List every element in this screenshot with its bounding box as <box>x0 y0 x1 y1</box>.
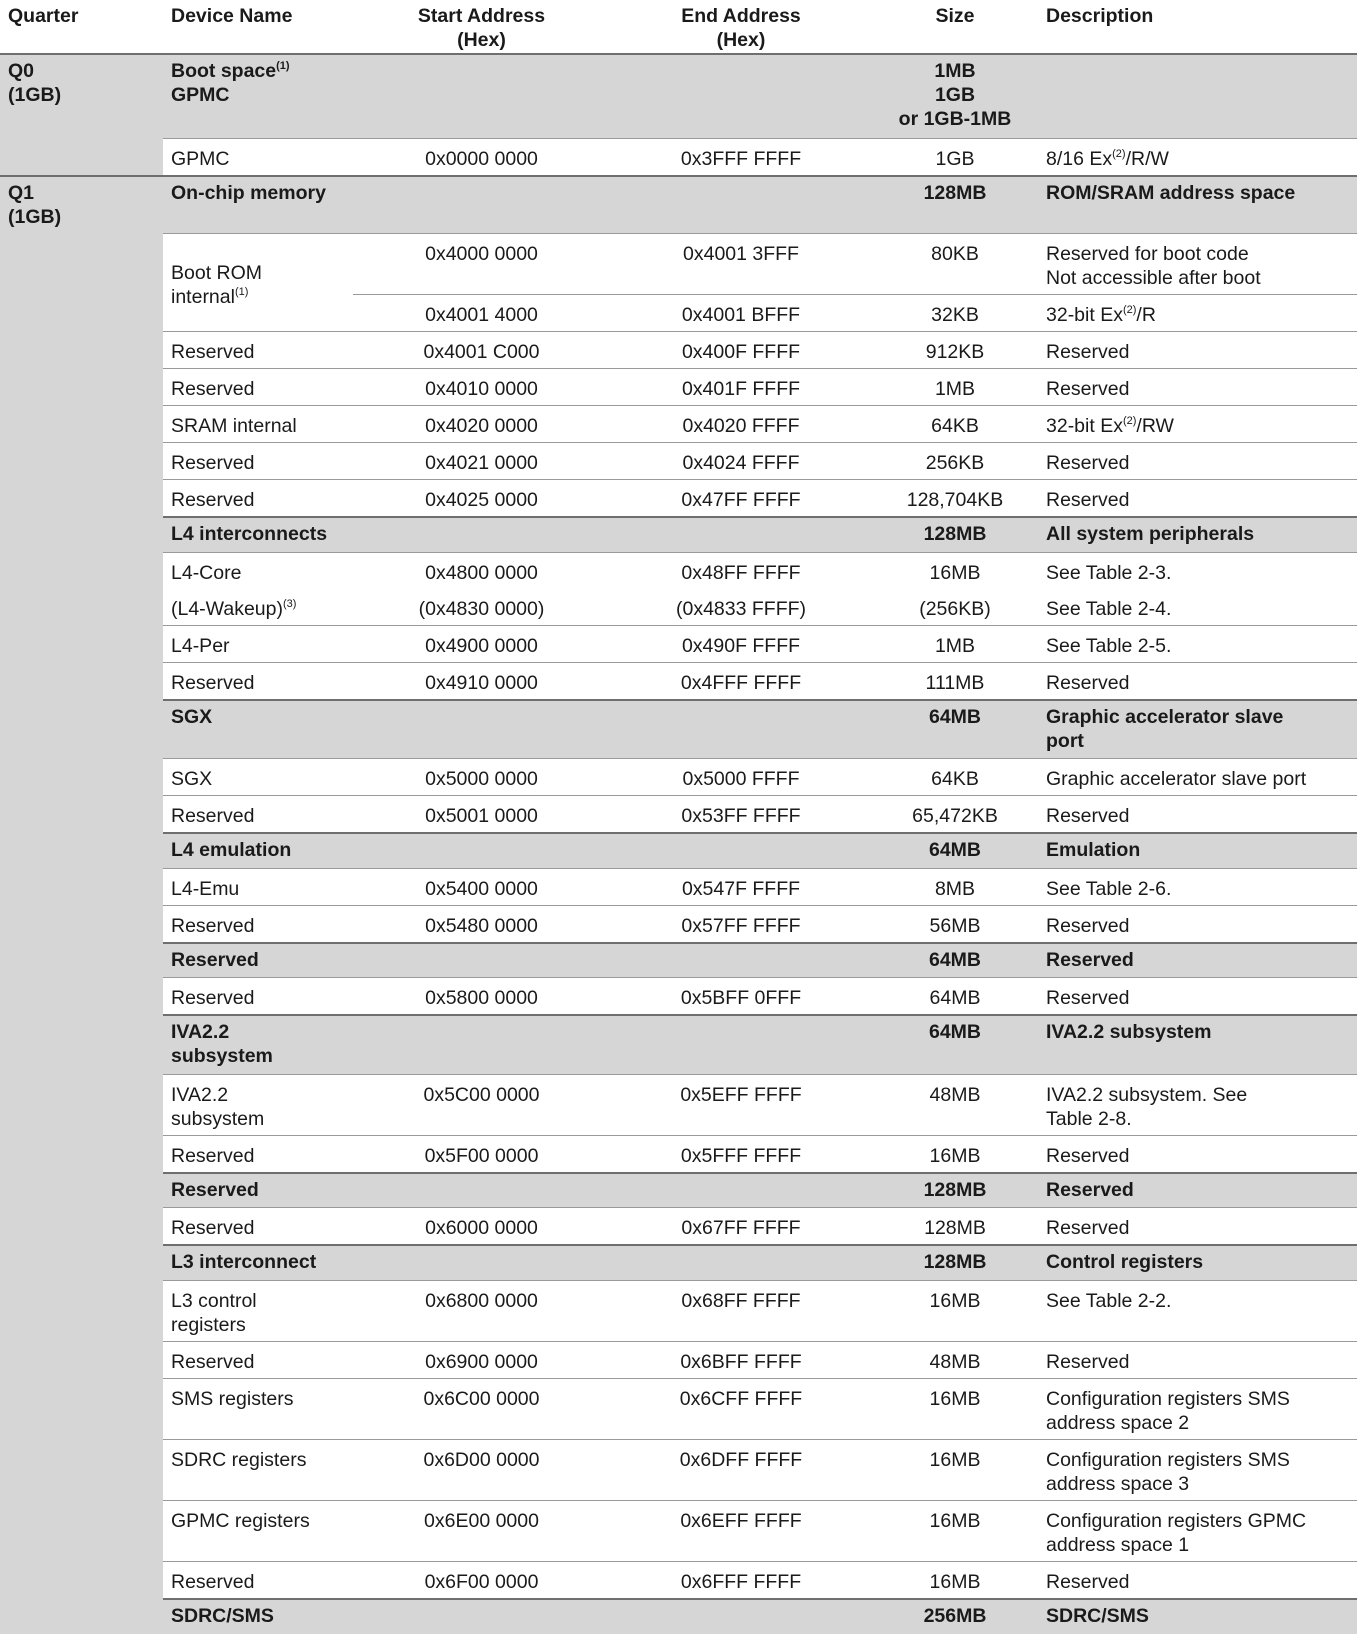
device-name: Reserved <box>163 480 353 518</box>
start-address: 0x4001 C000 <box>353 332 610 369</box>
end-address: 0x3FFF FFFF <box>610 138 872 176</box>
device-name: L4-Emu <box>163 868 353 905</box>
size: 256MB <box>872 1599 1038 1634</box>
size: 16MB <box>872 1378 1038 1439</box>
end-address: 0x5FFF FFFF <box>610 1135 872 1173</box>
device-name: Reserved <box>163 943 353 978</box>
end-address: 0x6EFF FFFF <box>610 1500 872 1561</box>
start-address: 0x5480 0000 <box>353 905 610 943</box>
end-address: (0x4833 FFFF) <box>675 597 807 620</box>
description: All system peripherals <box>1038 517 1357 552</box>
end-address: 0x48FF FFFF <box>610 552 872 589</box>
size: 128MB <box>872 1173 1038 1208</box>
size: 64KB <box>872 406 1038 443</box>
size: 64MB <box>872 978 1038 1016</box>
device-name: SGX <box>163 700 353 759</box>
size: 128MB <box>872 176 1038 234</box>
table-row <box>0 1280 1357 1341</box>
start-address: 0x4021 0000 <box>353 443 610 480</box>
size: 128MB <box>872 1208 1038 1246</box>
table-row <box>0 759 1357 796</box>
size: 16MB <box>872 1280 1038 1341</box>
description: Reserved for boot code Not accessible after boot <box>1038 234 1357 295</box>
end-address: 0x67FF FFFF <box>610 1208 872 1246</box>
end-address: 0x4001 BFFF <box>610 295 872 332</box>
size: 64MB <box>872 1015 1038 1074</box>
end-address: 0x68FF FFFF <box>610 1280 872 1341</box>
end-address: 0x5EFF FFFF <box>610 1074 872 1135</box>
table-row <box>0 332 1357 369</box>
group-row-sdrc-sms <box>0 1599 1357 1634</box>
start-address: 0x5F00 0000 <box>353 1135 610 1173</box>
table-row <box>0 1439 1357 1500</box>
table-row <box>0 1135 1357 1173</box>
device-name: L4 interconnects <box>163 517 353 552</box>
start-address: 0x5001 0000 <box>353 796 610 834</box>
table-row <box>0 234 1357 295</box>
description: See Table 2-3. <box>1038 552 1357 589</box>
table-row <box>0 1074 1357 1135</box>
end-address: 0x5000 FFFF <box>610 759 872 796</box>
device-name: IVA2.2 subsystem <box>163 1074 353 1135</box>
device-name: IVA2.2 subsystem <box>163 1015 353 1074</box>
end-address: 0x6FFF FFFF <box>610 1561 872 1599</box>
size: (256KB) <box>919 597 991 620</box>
table-row <box>0 480 1357 518</box>
start-address: 0x5C00 0000 <box>353 1074 610 1135</box>
start-address: 0x4800 0000 <box>353 552 610 589</box>
size: 56MB <box>872 905 1038 943</box>
description: 8/16 Ex$^{(2)}$/R/W <box>1038 138 1357 176</box>
size: 1GB <box>872 138 1038 176</box>
start-address: 0x4910 0000 <box>353 662 610 700</box>
start-address: 0x6C00 0000 <box>353 1378 610 1439</box>
header-quarter: Quarter <box>0 0 163 54</box>
size: 8MB <box>872 868 1038 905</box>
end-address: 0x6CFF FFFF <box>610 1378 872 1439</box>
size: 1MB <box>872 625 1038 662</box>
device-name: Reserved <box>163 369 353 406</box>
size: 1MB 1GB or 1GB-1MB <box>872 54 1038 138</box>
start-address: 0x4001 4000 <box>353 295 610 332</box>
device-name: SDRC registers <box>163 1439 353 1500</box>
end-address: 0x6DFF FFFF <box>610 1439 872 1500</box>
size: 64MB <box>872 943 1038 978</box>
description: Reserved <box>1038 1135 1357 1173</box>
size: 65,472KB <box>872 796 1038 834</box>
size: 256KB <box>872 443 1038 480</box>
device-name: Reserved <box>163 1173 353 1208</box>
group-row-l4 <box>0 517 1357 552</box>
description: Reserved <box>1038 332 1357 369</box>
end-address: 0x490F FFFF <box>610 625 872 662</box>
header-device: Device Name <box>163 0 353 54</box>
description: Graphic accelerator slave port <box>1038 700 1357 759</box>
description: Reserved <box>1038 662 1357 700</box>
device-name: L4-Core <box>163 552 353 589</box>
start-address: 0x5800 0000 <box>353 978 610 1016</box>
start-address: 0x6900 0000 <box>353 1341 610 1378</box>
quarter-q1: Q1 (1GB) <box>0 176 163 1634</box>
header-row <box>0 0 1357 54</box>
description: Reserved <box>1038 443 1357 480</box>
size: 64KB <box>872 759 1038 796</box>
end-address: 0x4FFF FFFF <box>610 662 872 700</box>
description: Reserved <box>1038 1173 1357 1208</box>
group-row-iva <box>0 1015 1357 1074</box>
start-address: 0x6800 0000 <box>353 1280 610 1341</box>
description: Configuration registers SMS address space 3 <box>1038 1439 1357 1500</box>
start-address: 0x4020 0000 <box>353 406 610 443</box>
size: 48MB <box>872 1074 1038 1135</box>
end-address: 0x401F FFFF <box>610 369 872 406</box>
table-row <box>0 796 1357 834</box>
table-row <box>0 406 1357 443</box>
device-name: Reserved <box>163 662 353 700</box>
device-name: GPMC registers <box>163 1500 353 1561</box>
table-row <box>0 443 1357 480</box>
size: 64MB <box>872 833 1038 868</box>
table-row <box>0 1341 1357 1378</box>
size: 16MB <box>872 1135 1038 1173</box>
q0-group-row <box>0 54 1357 138</box>
device-name: L3 control registers <box>163 1280 353 1341</box>
description: See Table 2-6. <box>1038 868 1357 905</box>
header-start: Start Address (Hex) <box>353 0 610 54</box>
description: See Table 2-5. <box>1038 625 1357 662</box>
group-row-l4-emulation <box>0 833 1357 868</box>
description: Configuration registers GPMC address space 1 <box>1038 1500 1357 1561</box>
description: Reserved <box>1038 905 1357 943</box>
description: Reserved <box>1038 1208 1357 1246</box>
description: Reserved <box>1038 1561 1357 1599</box>
end-address: 0x57FF FFFF <box>610 905 872 943</box>
device-name: SGX <box>163 759 353 796</box>
size: 1MB <box>872 369 1038 406</box>
start-address: 0x4000 0000 <box>353 234 610 295</box>
size: 16MB <box>872 552 1038 589</box>
start-address: 0x4025 0000 <box>353 480 610 518</box>
table-row <box>0 1208 1357 1246</box>
end-address: 0x4024 FFFF <box>610 443 872 480</box>
start-address: 0x4010 0000 <box>353 369 610 406</box>
device-name: Reserved <box>163 1135 353 1173</box>
description: Reserved <box>1038 369 1357 406</box>
device-name: Reserved <box>163 443 353 480</box>
description: Reserved <box>1038 943 1357 978</box>
table-row <box>0 625 1357 662</box>
end-address: 0x47FF FFFF <box>610 480 872 518</box>
end-address: 0x400F FFFF <box>610 332 872 369</box>
device-name: Boot space$^{(1)}$ GPMC <box>163 54 353 138</box>
size: 16MB <box>872 1561 1038 1599</box>
size: 16MB <box>872 1500 1038 1561</box>
start-address: 0x6E00 0000 <box>353 1500 610 1561</box>
size: 80KB <box>872 234 1038 295</box>
size: 48MB <box>872 1341 1038 1378</box>
end-address: 0x4020 FFFF <box>610 406 872 443</box>
end-address: 0x4001 3FFF <box>610 234 872 295</box>
description: ROM/SRAM address space <box>1038 176 1357 234</box>
device-name: Reserved <box>163 1561 353 1599</box>
size: 111MB <box>872 662 1038 700</box>
start-address: (0x4830 0000) <box>418 597 545 620</box>
header-size: Size <box>872 0 1038 54</box>
start-address: 0x4900 0000 <box>353 625 610 662</box>
start-address: 0x6F00 0000 <box>353 1561 610 1599</box>
description: 32-bit Ex$^{(2)}$/RW <box>1038 406 1357 443</box>
table-row <box>0 662 1357 700</box>
table-row <box>0 138 1357 176</box>
quarter-q0: Q0 (1GB) <box>0 54 163 176</box>
description: See Table 2-4. <box>1046 597 1172 620</box>
group-row-sgx <box>0 700 1357 759</box>
table-row <box>0 589 1357 626</box>
description: See Table 2-2. <box>1038 1280 1357 1341</box>
start-address: 0x5000 0000 <box>353 759 610 796</box>
start-address: 0x6D00 0000 <box>353 1439 610 1500</box>
end-address: 0x53FF FFFF <box>610 796 872 834</box>
size: 128MB <box>872 1245 1038 1280</box>
device-name: L4 emulation <box>163 833 353 868</box>
description: Reserved <box>1038 480 1357 518</box>
device-name: (L4-Wakeup)$^{(3)}$ <box>171 597 297 620</box>
device-name: SDRC/SMS <box>163 1599 353 1634</box>
size: 64MB <box>872 700 1038 759</box>
end-address: 0x547F FFFF <box>610 868 872 905</box>
device-name: Reserved <box>163 1341 353 1378</box>
table-row <box>0 978 1357 1016</box>
description: Reserved <box>1038 978 1357 1016</box>
description: SDRC/SMS <box>1038 1599 1357 1634</box>
device-name: Reserved <box>163 978 353 1016</box>
device-name: SMS registers <box>163 1378 353 1439</box>
description: Graphic accelerator slave port <box>1038 759 1357 796</box>
table-row <box>0 1500 1357 1561</box>
size: 32KB <box>872 295 1038 332</box>
start-address: 0x6000 0000 <box>353 1208 610 1246</box>
size: 128MB <box>872 517 1038 552</box>
table-row <box>0 868 1357 905</box>
description: 32-bit Ex$^{(2)}$/R <box>1038 295 1357 332</box>
device-name: Reserved <box>163 332 353 369</box>
description: Reserved <box>1038 1341 1357 1378</box>
device-name: SRAM internal <box>163 406 353 443</box>
description: Reserved <box>1038 796 1357 834</box>
device-name: Boot ROM internal$^{(1)}$ <box>163 234 353 332</box>
table-row <box>0 369 1357 406</box>
size: 128,704KB <box>872 480 1038 518</box>
group-row-reserved <box>0 1173 1357 1208</box>
description: Emulation <box>1038 833 1357 868</box>
table-row <box>0 552 1357 589</box>
device-name: L3 interconnect <box>163 1245 353 1280</box>
start-address: 0x5400 0000 <box>353 868 610 905</box>
device-name: On-chip memory <box>163 176 353 234</box>
description: Control registers <box>1038 1245 1357 1280</box>
end-address: 0x5BFF 0FFF <box>610 978 872 1016</box>
end-address: 0x6BFF FFFF <box>610 1341 872 1378</box>
device-name: L4-Per <box>163 625 353 662</box>
header-desc: Description <box>1038 0 1357 54</box>
group-row-onchip <box>0 176 1357 234</box>
device-name: Reserved <box>163 905 353 943</box>
group-row-reserved <box>0 943 1357 978</box>
device-name: Reserved <box>163 796 353 834</box>
description: IVA2.2 subsystem. See Table 2-8. <box>1038 1074 1357 1135</box>
header-end: End Address (Hex) <box>610 0 872 54</box>
description: Configuration registers SMS address space 2 <box>1038 1378 1357 1439</box>
device-name: GPMC <box>163 138 353 176</box>
table-row <box>0 1561 1357 1599</box>
device-name: Reserved <box>163 1208 353 1246</box>
size: 16MB <box>872 1439 1038 1500</box>
start-address: 0x0000 0000 <box>353 138 610 176</box>
table-row <box>0 905 1357 943</box>
size: 912KB <box>872 332 1038 369</box>
description: IVA2.2 subsystem <box>1038 1015 1357 1074</box>
table-row <box>0 1378 1357 1439</box>
group-row-l3 <box>0 1245 1357 1280</box>
